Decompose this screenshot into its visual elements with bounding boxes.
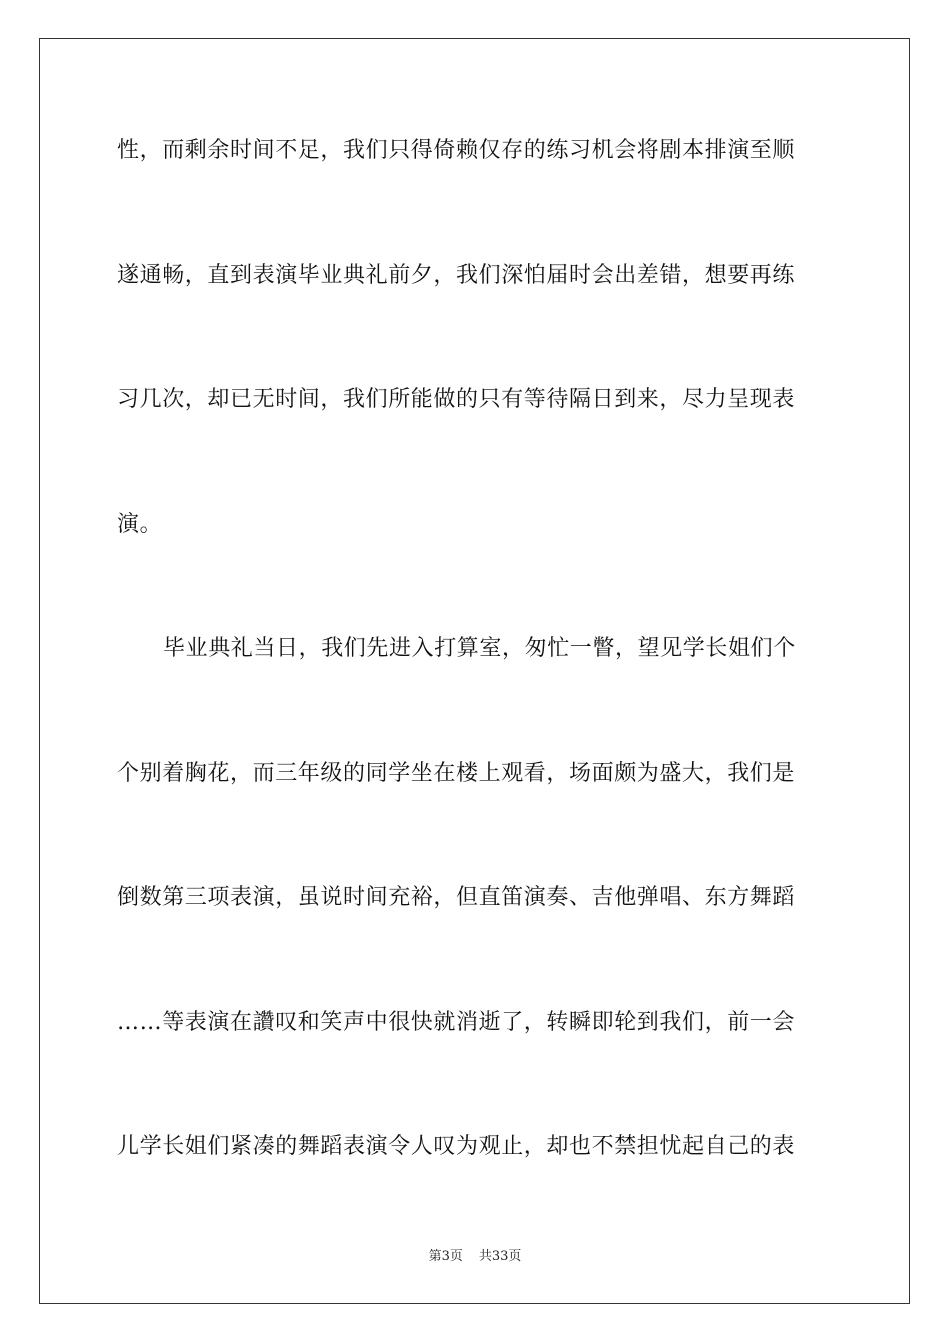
page-footer [0, 1248, 950, 1266]
text-line-8: ……等表演在讚叹和笑声中很快就消逝了，转瞬即轮到我们，前一会 [117, 1010, 796, 1035]
text-line-4: 演。 [117, 512, 163, 537]
page-border [39, 38, 910, 1304]
text-line-1: 性，而剩余时间不足，我们只得倚赖仅存的练习机会将剧本排演至顺 [117, 138, 796, 163]
text-line-3: 习几次，却已无时间，我们所能做的只有等待隔日到来，尽力呈现表 [117, 387, 796, 412]
page-number: 第3页 [428, 1249, 463, 1264]
page-total: 共33页 [478, 1249, 522, 1264]
text-line-2: 遂通畅，直到表演毕业典礼前夕，我们深怕届时会出差错，想要再练 [117, 263, 796, 288]
text-line-7: 倒数第三项表演，虽说时间充裕，但直笛演奏、吉他弹唱、东方舞蹈 [117, 885, 796, 910]
text-line-6: 个别着胸花，而三年级的同学坐在楼上观看，场面颇为盛大，我们是 [117, 761, 796, 786]
text-line-9: 儿学长姐们紧凑的舞蹈表演令人叹为观止，却也不禁担忧起自己的表 [117, 1134, 796, 1159]
text-line-5: 毕业典礼当日，我们先进入打算室，匆忙一瞥，望见学长姐们个 [163, 636, 796, 661]
